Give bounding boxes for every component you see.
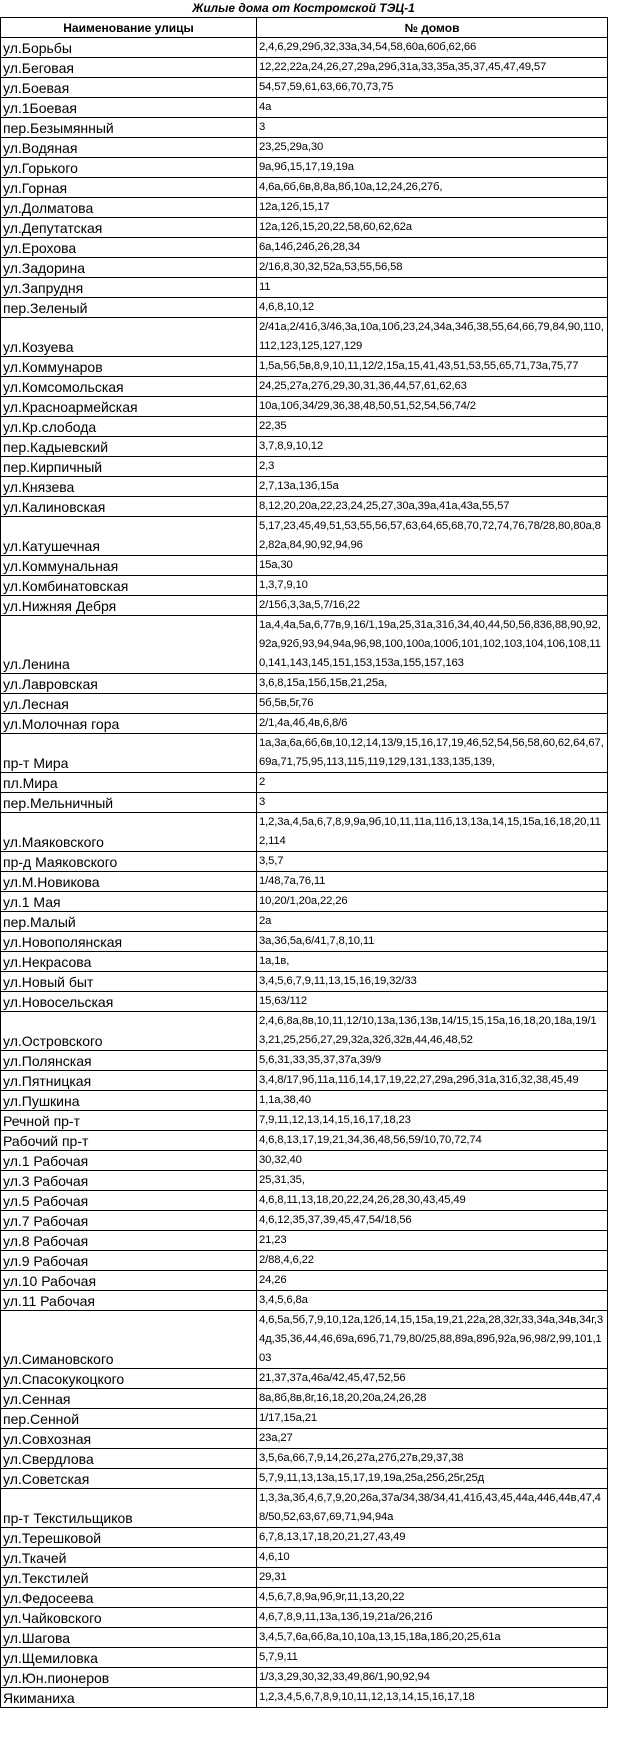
table-row	[1, 714, 608, 734]
street-cell[interactable]: ул.Федосеева	[1, 1588, 257, 1608]
houses-cell[interactable]: 4,6,5а,5б,7,9,10,12а,12б,14,15,15а,19,21,22а,28,32г,33,34а,34в,34г,34д,35,36,44,46,69а,69б,71,79,80/25,88,89а,89б,92а,96,98/2,99,101,103	[257, 1311, 608, 1369]
street-cell[interactable]: пер.Безымянный	[1, 118, 257, 138]
street-cell[interactable]: ул.Катушечная	[1, 517, 257, 556]
table-row	[1, 497, 608, 517]
table-row	[1, 912, 608, 932]
houses-cell[interactable]: 22,35	[257, 417, 608, 437]
street-cell[interactable]: ул.Свердлова	[1, 1449, 257, 1469]
street-cell[interactable]: ул.Коммунаров	[1, 357, 257, 377]
street-cell[interactable]: ул.10 Рабочая	[1, 1271, 257, 1291]
houses-cell[interactable]: 4,6,7,8,9,11,13а,13б,19,21а/26,21б	[257, 1608, 608, 1628]
street-cell[interactable]: пр-т Текстильщиков	[1, 1489, 257, 1528]
table-row	[1, 992, 608, 1012]
street-cell[interactable]: ул.Депутатская	[1, 218, 257, 238]
street-cell[interactable]: ул.Горького	[1, 158, 257, 178]
street-cell[interactable]: ул.1 Мая	[1, 892, 257, 912]
houses-cell[interactable]: 3,4,5,7,6а,6б,8а,10,10а,13,15,18а,18б,20,25,61а	[257, 1628, 608, 1648]
street-cell[interactable]: ул.Симановского	[1, 1311, 257, 1369]
street-cell[interactable]: ул.Боевая	[1, 78, 257, 98]
houses-cell[interactable]: 5,6,31,33,35,37,37а,39/9	[257, 1051, 608, 1071]
street-cell[interactable]: ул.Маяковского	[1, 813, 257, 852]
street-cell[interactable]: ул.Долматова	[1, 198, 257, 218]
houses-cell[interactable]: 2,4,6,8а,8в,10,11,12/10,13а,13б,13в,14/15,15,15а,16,18,20,18а,19/13,21,25,25б,27,29,32а,32б,32в,44,46,48,52	[257, 1012, 608, 1051]
houses-cell[interactable]: 1а,1в,	[257, 952, 608, 972]
street-cell[interactable]: ул.Некрасова	[1, 952, 257, 972]
houses-cell[interactable]: 4,6а,6б,6в,8,8а,8б,10а,12,24,26,27б,	[257, 178, 608, 198]
houses-cell[interactable]: 4,5,6,7,8,9а,9б,9г,11,13,20,22	[257, 1588, 608, 1608]
table-row	[1, 793, 608, 813]
street-cell[interactable]: ул.1Боевая	[1, 98, 257, 118]
street-cell[interactable]: ул.Щемиловка	[1, 1648, 257, 1668]
houses-cell[interactable]: 3а,3б,5а,6/41,7,8,10,11	[257, 932, 608, 952]
street-cell[interactable]: пер.Сенной	[1, 1409, 257, 1429]
houses-cell[interactable]: 2/41а,2/41б,3/46,3а,10а,10б,23,24,34а,34б,38,55,64,66,79,84,90,110,112,123,125,127,129	[257, 318, 608, 357]
table-row	[1, 517, 608, 556]
table-row	[1, 1012, 608, 1051]
street-cell[interactable]: ул.Совхозная	[1, 1429, 257, 1449]
table-row	[1, 437, 608, 457]
table-row	[1, 1548, 608, 1568]
street-cell[interactable]: ул.Лавровская	[1, 674, 257, 694]
houses-cell[interactable]: 11	[257, 278, 608, 298]
houses-cell[interactable]: 4а	[257, 98, 608, 118]
street-cell[interactable]: Рабочий пр-т	[1, 1131, 257, 1151]
street-cell[interactable]: ул.Новосельская	[1, 992, 257, 1012]
table-row	[1, 1311, 608, 1369]
table-row	[1, 932, 608, 952]
street-cell[interactable]: ул.Островского	[1, 1012, 257, 1051]
table-row	[1, 1071, 608, 1091]
sheet-title: Жилые дома от Костромской ТЭЦ-1	[192, 1, 415, 15]
table-row	[1, 258, 608, 278]
table-row	[1, 892, 608, 912]
table-row	[1, 1588, 608, 1608]
houses-cell[interactable]: 30,32,40	[257, 1151, 608, 1171]
street-cell[interactable]: ул.Чайковского	[1, 1608, 257, 1628]
table-row	[1, 1051, 608, 1071]
houses-cell[interactable]: 4,6,10	[257, 1548, 608, 1568]
houses-cell[interactable]: 3,4,8/17,9б,11а,11б,14,17,19,22,27,29а,29б,31а,31б,32,38,45,49	[257, 1071, 608, 1091]
table-row	[1, 1568, 608, 1588]
houses-cell[interactable]: 5,17,23,45,49,51,53,55,56,57,63,64,65,68,70,72,74,76,78/28,80,80а,82,82а,84,90,92,94,96	[257, 517, 608, 556]
table-header-row	[1, 18, 608, 38]
houses-cell[interactable]: 4,6,8,13,17,19,21,34,36,48,56,59/10,70,72,74	[257, 1131, 608, 1151]
street-cell[interactable]: ул.Новый быт	[1, 972, 257, 992]
table-row	[1, 952, 608, 972]
houses-cell[interactable]: 3	[257, 793, 608, 813]
houses-cell[interactable]: 12а,12б,15,17	[257, 198, 608, 218]
street-cell[interactable]: ул.Ткачей	[1, 1548, 257, 1568]
street-cell[interactable]: пр-д Маяковского	[1, 852, 257, 872]
houses-cell[interactable]: 12,22,22а,24,26,27,29а,29б,31а,33,35а,35,37,45,47,49,57	[257, 58, 608, 78]
table-row	[1, 1429, 608, 1449]
houses-cell[interactable]: 2/15б,3,3а,5,7/16,22	[257, 596, 608, 616]
street-cell[interactable]: ул.Коммунальная	[1, 556, 257, 576]
houses-cell[interactable]: 3,5,6а,66,7,9,14,26,27а,27б,27в,29,37,38	[257, 1449, 608, 1469]
houses-cell[interactable]: 1,1а,38,40	[257, 1091, 608, 1111]
table-row	[1, 674, 608, 694]
street-cell[interactable]: ул.Лесная	[1, 694, 257, 714]
header-street: Наименование улицы	[1, 18, 257, 38]
table-row	[1, 1648, 608, 1668]
houses-cell[interactable]: 8а,8б,8в,8г,16,18,20,20а,24,26,28	[257, 1389, 608, 1409]
table-row	[1, 1688, 608, 1708]
houses-cell[interactable]: 3	[257, 118, 608, 138]
houses-cell[interactable]: 6,7,8,13,17,18,20,21,27,43,49	[257, 1528, 608, 1548]
houses-cell[interactable]: 1а,4,4а,5а,6,77в,9,16/1,19а,25,31а,31б,34,40,44,50,56,836,88,90,92,92а,92б,93,94,94а,96,98,100,100а,100б,101,102,103,104,106,108,110,141,143,145,151,153,153а,155,157,163	[257, 616, 608, 674]
houses-cell[interactable]: 54,57,59,61,63,66,70,73,75	[257, 78, 608, 98]
houses-cell[interactable]: 4,6,8,11,13,18,20,22,24,26,28,30,43,45,49	[257, 1191, 608, 1211]
street-cell[interactable]: ул.Запрудня	[1, 278, 257, 298]
table-row	[1, 457, 608, 477]
street-cell[interactable]: ул.Шагова	[1, 1628, 257, 1648]
street-cell[interactable]: ул.3 Рабочая	[1, 1171, 257, 1191]
houses-cell[interactable]: 6а,14б,24б,26,28,34	[257, 238, 608, 258]
table-row	[1, 596, 608, 616]
houses-cell[interactable]: 1,2,3,4,5,6,7,8,9,10,11,12,13,14,15,16,17,18	[257, 1688, 608, 1708]
table-row	[1, 1389, 608, 1409]
table-row	[1, 1251, 608, 1271]
street-cell[interactable]: ул.Пушкина	[1, 1091, 257, 1111]
houses-cell[interactable]: 1/48,7а,76,11	[257, 872, 608, 892]
table-row	[1, 198, 608, 218]
houses-cell[interactable]: 23а,27	[257, 1429, 608, 1449]
table-row	[1, 58, 608, 78]
table-row	[1, 78, 608, 98]
table-row	[1, 377, 608, 397]
table-row	[1, 1369, 608, 1389]
houses-cell[interactable]: 2	[257, 773, 608, 793]
table-row	[1, 1628, 608, 1648]
street-cell[interactable]: пер.Кадыевский	[1, 437, 257, 457]
table-row	[1, 38, 608, 58]
street-cell[interactable]: ул.Комбинатовская	[1, 576, 257, 596]
table-row	[1, 852, 608, 872]
street-cell[interactable]: ул.1 Рабочая	[1, 1151, 257, 1171]
street-cell[interactable]: пер.Мельничный	[1, 793, 257, 813]
houses-cell[interactable]: 3,4,5,6,8а	[257, 1291, 608, 1311]
table-row	[1, 1131, 608, 1151]
houses-cell[interactable]: 1/3,3,29,30,32,33,49,86/1,90,92,94	[257, 1668, 608, 1688]
table-row	[1, 773, 608, 793]
table-row	[1, 357, 608, 377]
houses-cell[interactable]: 2,4,6,29,29б,32,33а,34,54,58,60а,60б,62,66	[257, 38, 608, 58]
street-cell[interactable]: ул.8 Рабочая	[1, 1231, 257, 1251]
table-row	[1, 1469, 608, 1489]
street-cell[interactable]: ул.Ерохова	[1, 238, 257, 258]
table-row	[1, 1449, 608, 1469]
houses-cell[interactable]: 3,5,7	[257, 852, 608, 872]
street-cell[interactable]: ул.Текстилей	[1, 1568, 257, 1588]
table-row	[1, 813, 608, 852]
houses-table	[0, 17, 608, 1708]
houses-cell[interactable]: 2/1,4а,4б,4в,6,8/6	[257, 714, 608, 734]
houses-cell[interactable]: 1,3,7,9,10	[257, 576, 608, 596]
houses-cell[interactable]: 15а,30	[257, 556, 608, 576]
table-row	[1, 417, 608, 437]
street-cell[interactable]: Речной пр-т	[1, 1111, 257, 1131]
table-row	[1, 1231, 608, 1251]
houses-cell[interactable]: 2а	[257, 912, 608, 932]
houses-cell[interactable]: 3,7,8,9,10,12	[257, 437, 608, 457]
table-row	[1, 218, 608, 238]
table-row	[1, 1211, 608, 1231]
table-row	[1, 118, 608, 138]
table-row	[1, 1151, 608, 1171]
houses-cell[interactable]: 3,6,8,15а,15б,15в,21,25а,	[257, 674, 608, 694]
table-row	[1, 98, 608, 118]
street-cell[interactable]: ул.Новополянская	[1, 932, 257, 952]
table-body	[1, 38, 608, 1708]
street-cell[interactable]: ул.Водяная	[1, 138, 257, 158]
street-cell[interactable]: ул.Козуева	[1, 318, 257, 357]
houses-cell[interactable]: 1,2,3а,4,5а,6,7,8,9,9а,9б,10,11,11а,11б,13,13а,14,15,15а,16,18,20,112,114	[257, 813, 608, 852]
houses-cell[interactable]: 1/17,15а,21	[257, 1409, 608, 1429]
table-row	[1, 238, 608, 258]
houses-cell[interactable]: 5,7,9,11,13,13а,15,17,19,19а,25а,25б,25г,25д	[257, 1469, 608, 1489]
street-cell[interactable]: ул.Борьбы	[1, 38, 257, 58]
table-row	[1, 138, 608, 158]
houses-cell[interactable]: 25,31,35,	[257, 1171, 608, 1191]
street-cell[interactable]: пер.Зеленый	[1, 298, 257, 318]
street-cell[interactable]: ул.Полянская	[1, 1051, 257, 1071]
table-row	[1, 1528, 608, 1548]
street-cell[interactable]: ул.Красноармейская	[1, 397, 257, 417]
houses-cell[interactable]: 10а,10б,34/29,36,38,48,50,51,52,54,56,74/2	[257, 397, 608, 417]
table-row	[1, 1271, 608, 1291]
table-row	[1, 1291, 608, 1311]
houses-cell[interactable]: 5б,5в,5г,76	[257, 694, 608, 714]
table-row	[1, 298, 608, 318]
houses-cell[interactable]: 15,63/112	[257, 992, 608, 1012]
street-cell[interactable]: пр-т Мира	[1, 734, 257, 773]
houses-cell[interactable]: 24,26	[257, 1271, 608, 1291]
street-cell[interactable]: ул.Юн.пионеров	[1, 1668, 257, 1688]
houses-cell[interactable]: 7,9,11,12,13,14,15,16,17,18,23	[257, 1111, 608, 1131]
houses-cell[interactable]: 21,23	[257, 1231, 608, 1251]
houses-cell[interactable]: 1а,3а,6а,6б,6в,10,12,14,13/9,15,16,17,19,46,52,54,56,58,60,62,64,67,69а,71,75,95,113,115,119,129,131,133,135,139,	[257, 734, 608, 773]
table-row	[1, 477, 608, 497]
houses-cell[interactable]: 5,7,9,11	[257, 1648, 608, 1668]
houses-cell[interactable]: 3,4,5,6,7,9,11,13,15,16,19,32/33	[257, 972, 608, 992]
street-cell[interactable]: ул.9 Рабочая	[1, 1251, 257, 1271]
table-row	[1, 278, 608, 298]
table-row	[1, 1608, 608, 1628]
street-cell[interactable]: ул.Калиновская	[1, 497, 257, 517]
street-cell[interactable]: ул.11 Рабочая	[1, 1291, 257, 1311]
street-cell[interactable]: ул.Нижняя Дебря	[1, 596, 257, 616]
street-cell[interactable]: ул.Ленина	[1, 616, 257, 674]
houses-cell[interactable]: 2,7,13а,13б,15а	[257, 477, 608, 497]
houses-cell[interactable]: 4,6,8,10,12	[257, 298, 608, 318]
header-houses: № домов	[257, 18, 608, 38]
table-row	[1, 576, 608, 596]
houses-cell[interactable]: 1,5а,5б,5в,8,9,10,11,12/2,15а,15,41,43,51,53,55,65,71,73а,75,77	[257, 357, 608, 377]
table-row	[1, 556, 608, 576]
street-cell[interactable]: пл.Мира	[1, 773, 257, 793]
table-row	[1, 1171, 608, 1191]
table-row	[1, 972, 608, 992]
houses-cell[interactable]: 24,25,27а,27б,29,30,31,36,44,57,61,62,63	[257, 377, 608, 397]
houses-cell[interactable]: 2/16,8,30,32,52а,53,55,56,58	[257, 258, 608, 278]
houses-cell[interactable]: 10,20/1,20а,22,26	[257, 892, 608, 912]
table-row	[1, 616, 608, 674]
table-row	[1, 872, 608, 892]
table-row	[1, 1191, 608, 1211]
street-cell[interactable]: ул.Спасокукоцкого	[1, 1369, 257, 1389]
table-row	[1, 1668, 608, 1688]
table-row	[1, 694, 608, 714]
table-row	[1, 734, 608, 773]
street-cell[interactable]: ул.5 Рабочая	[1, 1191, 257, 1211]
street-cell[interactable]: ул.Горная	[1, 178, 257, 198]
houses-cell[interactable]: 21,37,37а,46а/42,45,47,52,56	[257, 1369, 608, 1389]
table-row	[1, 178, 608, 198]
table-row	[1, 1091, 608, 1111]
table-row	[1, 1409, 608, 1429]
houses-cell[interactable]: 29,31	[257, 1568, 608, 1588]
street-cell[interactable]: ул.7 Рабочая	[1, 1211, 257, 1231]
houses-cell[interactable]: 9а,9б,15,17,19,19а	[257, 158, 608, 178]
street-cell[interactable]: ул.Кр.слобода	[1, 417, 257, 437]
houses-cell[interactable]: 12а,12б,15,20,22,58,60,62,62а	[257, 218, 608, 238]
street-cell[interactable]: ул.Задорина	[1, 258, 257, 278]
street-cell[interactable]: ул.Князева	[1, 477, 257, 497]
houses-cell[interactable]: 8,12,20,20а,22,23,24,25,27,30а,39а,41а,43а,55,57	[257, 497, 608, 517]
table-row	[1, 318, 608, 357]
street-cell[interactable]: ул.Комсомольская	[1, 377, 257, 397]
table-row	[1, 1111, 608, 1131]
street-cell[interactable]: пер.Малый	[1, 912, 257, 932]
table-row	[1, 1489, 608, 1528]
street-cell[interactable]: ул.Сенная	[1, 1389, 257, 1409]
street-cell[interactable]: ул.М.Новикова	[1, 872, 257, 892]
street-cell[interactable]: ул.Пятницкая	[1, 1071, 257, 1091]
table-row	[1, 158, 608, 178]
houses-cell[interactable]: 2/88,4,6,22	[257, 1251, 608, 1271]
houses-cell[interactable]: 23,25,29а,30	[257, 138, 608, 158]
houses-cell[interactable]: 2,3	[257, 457, 608, 477]
street-cell[interactable]: пер.Кирпичный	[1, 457, 257, 477]
street-cell[interactable]: ул.Советская	[1, 1469, 257, 1489]
houses-cell[interactable]: 4,6,12,35,37,39,45,47,54/18,56	[257, 1211, 608, 1231]
street-cell[interactable]: ул.Терешковой	[1, 1528, 257, 1548]
street-cell[interactable]: ул.Молочная гора	[1, 714, 257, 734]
street-cell[interactable]: Якиманиха	[1, 1688, 257, 1708]
table-row	[1, 397, 608, 417]
street-cell[interactable]: ул.Беговая	[1, 58, 257, 78]
houses-cell[interactable]: 1,3,3а,3б,4,6,7,9,20,26а,37а/34,38/34,41,41б,43,45,44а,446,44в,47,48/50,52,63,67,69,71,94,94а	[257, 1489, 608, 1528]
